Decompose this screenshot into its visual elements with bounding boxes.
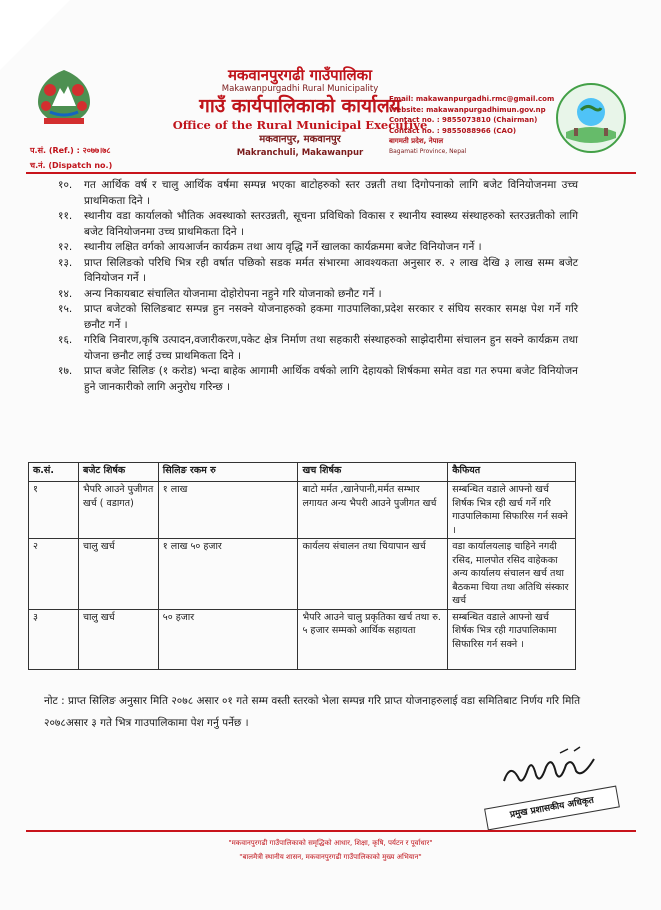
cell-budget-head: भैपरि आउने पुजीगत खर्च ( वडागत) <box>78 482 158 539</box>
budget-table <box>28 462 576 670</box>
item-text: प्राप्त सिलिङको परिधि भित्र रही वर्षात पछिको सडक मर्मत संभारमा आवश्यकता अनुसार रु. २ लाख देखि ३ लाख सम्म बजेट विनियोजन गर्ने । <box>84 256 578 284</box>
contact-chairman: Contact no. : 9855073810 (Chairman) <box>389 116 538 124</box>
col-header-expense-head: खच शिर्षक <box>298 463 448 482</box>
col-header-ceiling-amount: सिलिङ रकम रु <box>158 463 298 482</box>
table-row <box>29 609 576 669</box>
contact-cao: Contact no. : 9855088966 (CAO) <box>389 126 517 135</box>
cell-expense-head: बाटो मर्मत ,खानेपानी,मर्मत सम्भार लगायत अन्य भैपरी आउने पुजीगत खर्च <box>298 482 448 539</box>
cell-budget-head: चालु खर्च <box>78 609 158 669</box>
item-number: ११. <box>58 210 73 222</box>
folded-corner <box>0 0 70 70</box>
office-name-en: Office of the Rural Municipal Executive <box>172 118 428 132</box>
table-row <box>29 482 576 539</box>
cell-expense-head: कार्यलय संचालन तथा चियापान खर्च <box>298 539 448 610</box>
list-item <box>58 256 578 287</box>
municipality-logo-icon <box>552 82 630 154</box>
item-text: स्थानीय लक्षित वर्गको आयआर्जन कार्यक्रम तथा आय वृद्धि गर्ने खालका कार्यक्रममा बजेट विनियोजन गर्ने । <box>84 241 482 253</box>
cell-sn: २ <box>29 539 79 610</box>
table-header-row <box>29 463 576 482</box>
item-text: गत आर्थिक वर्ष र चालु आर्थिक वर्षमा सम्पन्न भएका बाटोहरुको स्तर उन्नती तथा दिगोपनाको लागि बजेट विनियोजनमा उच्च प्राथमिकता दिने । <box>84 179 578 207</box>
item-text: प्राप्त बजेटको सिलिङबाट सम्पन्न हुन नसक्ने योजनाहरुको हकमा गाउपालिका,प्रदेश सरकार र संघिय सरकार समक्ष पेश गर्ने गरि छनौट गर्ने । <box>84 303 578 331</box>
contact-block <box>389 94 559 157</box>
footer-divider <box>26 830 636 832</box>
list-item <box>58 333 578 364</box>
list-item <box>58 178 578 209</box>
list-item <box>58 364 578 395</box>
item-text: प्राप्त बजेट सिलिङ (१ करोड) भन्दा बाहेक आगामी आर्थिक वर्षको लागि देहायको शिर्षकमा समेत वडा गत रुपमा बजेट विनियोजन हुने जानकारीको लागि अनुरोध गरिन्छ । <box>84 365 578 393</box>
cell-remarks: सम्बन्धित वडाले आफ्नो खर्च शिर्षक भित्र रही खर्च गर्ने गरि गाउपालिकामा सिफारिस गर्न सक्ने । <box>448 482 576 539</box>
note-paragraph: नोट : प्राप्त सिलिङ अनुसार मिति २०७८ असार ०१ गते सम्म वस्ती स्तरको भेला सम्पन्न गरि प्राप्त योजनाहरुलाई वडा समितिबाट निर्णय गरि मिति २०७८असार ३ गते भित्र गाउपालिकामा पेश गर्नु पर्नेछ । <box>44 695 581 729</box>
item-text: अन्य निकायबाट संचालित योजनामा दोहोरोपना नहुने गरि योजनाको छनौट गर्ने । <box>84 287 382 300</box>
list-item <box>58 240 578 256</box>
signature <box>500 745 600 795</box>
footer-slogan-2: "बालमैत्री स्थानीय शासन, मकवानपुरगढी गाउँपालिकाको मुख्य अभियान" <box>239 853 422 861</box>
item-number: १५. <box>58 303 73 315</box>
list-item <box>58 302 578 333</box>
cell-amount: ५० हजार <box>158 609 298 669</box>
email: Email: makawanpurgadhi.rmc@gmail.com <box>389 95 555 103</box>
province-np: बागमती प्रदेश, नेपाल <box>389 137 444 145</box>
cell-amount: १ लाख ५० हजार <box>158 539 298 610</box>
header-divider <box>26 172 636 174</box>
website: Website: makawanpurgadhimun.gov.np <box>389 105 546 114</box>
col-header-sn: क.सं. <box>29 463 79 482</box>
cell-budget-head: चालु खर्च <box>78 539 158 610</box>
cell-sn: ३ <box>29 609 79 669</box>
directive-list <box>58 178 578 395</box>
cell-remarks: सम्बन्धित वडाले आफ्नो खर्च शिर्षक भित्र रही गाउपालिकामा सिफारिस गर्न सक्ने । <box>448 609 576 669</box>
cell-remarks: वडा कार्यालयलाइ चाहिने नगदी रसिद, मालपोत रसिद वाहेकका अन्य कार्यालय संचालन खर्च तथा बैठकमा चिया तथा अतिथि संस्कार खर्च <box>448 539 576 610</box>
dispatch-number: च.नं. (Dispatch no.) <box>30 161 113 170</box>
address-np: मकवानपुर, मकवानपुर <box>259 134 341 145</box>
official-stamp: प्रमुख प्रशासकीय अधिकृत <box>484 786 620 831</box>
cell-expense-head: भैपरि आउने चालु प्रकृतिका खर्च तथा रु. ५ हजार सम्मको आर्थिक सहायता <box>298 609 448 669</box>
reference-block <box>30 143 112 173</box>
col-header-budget-head: बजेट शिर्षक <box>78 463 158 482</box>
municipality-name-np: मकवानपुरगढी गाउँपालिका <box>227 66 373 84</box>
table-row <box>29 539 576 610</box>
nepal-emblem-icon <box>28 66 100 128</box>
item-number: १६. <box>58 334 73 346</box>
item-text: स्थानीय वडा कार्यालको भौतिक अवस्थाको स्तरउन्नती, सूचना प्रविधिको विकास र स्थानीय स्वास्थ्य संस्थाहरुको स्तरउन्नतीको लागि बजेट विनियोजनमा उच्च प्राथमिकता दिने । <box>84 210 578 238</box>
list-item <box>58 209 578 240</box>
province-en: Bagamati Province, Nepal <box>389 147 467 155</box>
footer <box>0 836 661 864</box>
address-en: Makranchuli, Makawanpur <box>236 148 364 158</box>
item-number: १७. <box>58 365 73 377</box>
item-number: १३. <box>58 256 73 269</box>
list-item <box>58 287 578 303</box>
item-number: १४. <box>58 287 73 300</box>
ref-number: प.सं. (Ref.) : २०७७।७८ <box>30 146 111 155</box>
item-text: गरिबि निवारण,कृषि उत्पादन,वजारीकरण,पकेट क्षेत्र निर्माण तथा सहकारी संस्थाहरुको साझेदारीमा संचालन हुन सक्ने कार्यक्रम तथा योजना छनौट लाई उच्च प्राथमिकता दिने । <box>84 334 578 362</box>
municipality-name-en: Makawanpurgadhi Rural Municipality <box>221 84 379 94</box>
office-name-np: गाउँ कार्यपालिकाको कार्यालय <box>199 95 401 117</box>
item-number: १०. <box>58 179 73 191</box>
col-header-remarks: कैफियत <box>448 463 576 482</box>
item-number: १२. <box>58 241 73 253</box>
cell-amount: १ लाख <box>158 482 298 539</box>
cell-sn: १ <box>29 482 79 539</box>
footer-slogan-1: "मकवानपुरगढी गाउँपालिकाको समृद्धिको आधार, शिक्षा, कृषि, पर्यटन र पूर्वाधार" <box>228 839 433 847</box>
